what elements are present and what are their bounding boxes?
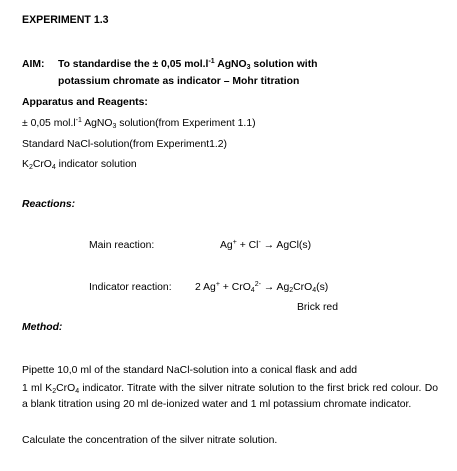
- aim-label: AIM:: [22, 59, 45, 70]
- apparatus-heading: Apparatus and Reagents:: [22, 97, 148, 108]
- method-heading: Method:: [22, 322, 63, 333]
- apparatus-item-nacl: Standard NaCl-solution(from Experiment1.2): [22, 139, 228, 150]
- method-step-1: Pipette 10,0 ml of the standard NaCl-solution into a conical flask and add: [22, 365, 358, 376]
- indicator-reaction-label: Indicator reaction:: [89, 282, 172, 293]
- main-reaction-equation: Ag+ + Cl- → AgCl(s): [220, 239, 312, 251]
- precipitate-colour-note: Brick red: [297, 302, 338, 313]
- apparatus-item-silver-nitrate: ± 0,05 $mol.l^{-1}$ AgNO$_3$ solution(from Experiment 1.1): [22, 117, 256, 130]
- aim-line-2: potassium chromate as indicator – Mohr titration: [58, 76, 300, 87]
- apparatus-item-indicator: $K_2CrO_4$ indicator solution: [22, 159, 137, 171]
- main-reaction-label: Main reaction:: [89, 240, 155, 251]
- method-step-2: 1 ml $K_2CrO_4$ indicator. Titrate with the silver nitrate solution to the first brick red colour. Do a blank titration using 20 ml de-ionized water and 1 ml potassium chromate indicator.: [22, 383, 438, 410]
- method-step-3: Calculate the concentration of the silver nitrate solution.: [22, 435, 278, 446]
- aim-line-1: To standardise the ± 0,05 $mol.l^{-1}$ AgNO$_3$ solution with: [58, 58, 318, 71]
- document-title: EXPERIMENT 1.3: [22, 14, 109, 26]
- indicator-reaction-equation: 2 $Ag^+ + CrO_4^{2-} \to Ag_2CrO_4(s)$: [195, 281, 329, 294]
- reactions-heading: Reactions:: [22, 199, 76, 210]
